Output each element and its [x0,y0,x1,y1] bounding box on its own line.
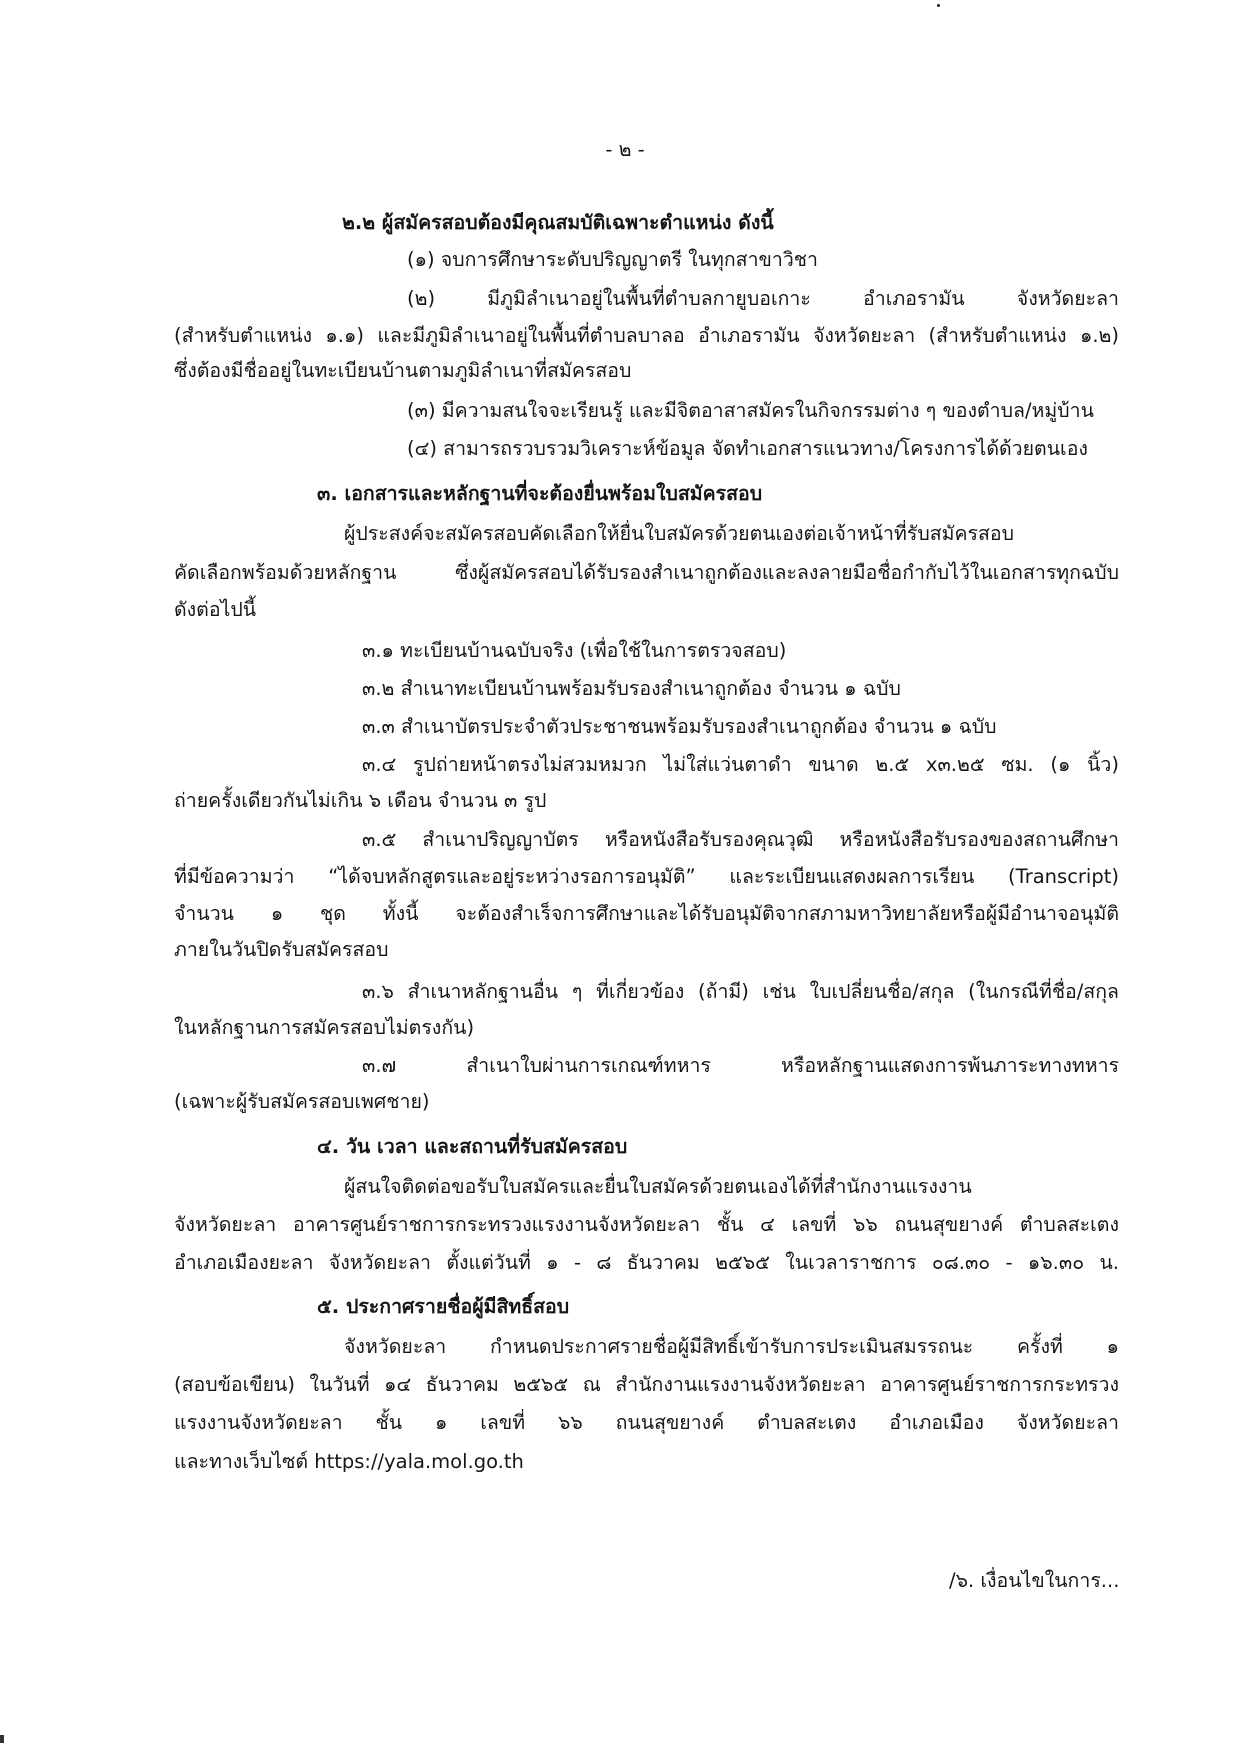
announcement-line-1: จังหวัดยะลา กำหนดประกาศรายชื่อผู้มีสิทธิ์เข้ารับการประเมินสมรรถนะ ครั้งที่ ๑ [344,1335,1119,1358]
qualification-item-2-continued: (สำหรับตำแหน่ง ๑.๑) และมีภูมิลำเนาอยู่ในพื้นที่ตำบลบาลอ อำเภอรามัน จังหวัดยะลา (สำหรับตำแหน่ง ๑.๒) [174,324,1119,347]
documents-intro-line-2: คัดเลือกพร้อมด้วยหลักฐาน ซึ่งผู้สมัครสอบได้รับรองสำเนาถูกต้องและลงลายมือชื่อกำกับไว้ในเอกสารทุกฉบับ [174,561,1119,584]
qualification-item-3: (๓) มีความสนใจจะเรียนรู้ และมีจิตอาสาสมัครในกิจกรรมต่าง ๆ ของตำบล/หมู่บ้าน [407,399,1094,422]
document-item-3-7: ๓.๗ สำเนาใบผ่านการเกณฑ์ทหาร หรือหลักฐานแสดงการพ้นภาระทางทหาร [362,1054,1119,1077]
continuation-note: /๖. เงื่อนไขในการ... [949,1569,1120,1592]
application-line-3: อำเภอเมืองยะลา จังหวัดยะลา ตั้งแต่วันที่ ๑ - ๘ ธันวาคม ๒๕๖๕ ในเวลาราชการ ๐๘.๓๐ - ๑๖.๓๐ น. [174,1251,1119,1274]
application-heading: ๔. วัน เวลา และสถานที่รับสมัครสอบ [317,1135,628,1158]
document-item-3-6: ๓.๖ สำเนาหลักฐานอื่น ๆ ที่เกี่ยวข้อง (ถ้ามี) เช่น ใบเปลี่ยนชื่อ/สกุล (ในกรณีที่ชื่อ/สกุล [362,980,1119,1003]
page-number: - ๒ - [605,138,645,161]
document-item-3-3: ๓.๓ สำเนาบัตรประจำตัวประชาชนพร้อมรับรองสำเนาถูกต้อง จำนวน ๑ ฉบับ [362,715,997,738]
qualification-item-1: (๑) จบการศึกษาระดับปริญญาตรี ในทุกสาขาวิชา [407,248,818,271]
qualification-item-4: (๔) สามารถรวบรวมวิเคราะห์ข้อมูล จัดทำเอกสารแนวทาง/โครงการได้ด้วยตนเอง [407,437,1088,460]
qualifications-heading: ๒.๒ ผู้สมัครสอบต้องมีคุณสมบัติเฉพาะตำแหน่ง ดังนี้ [342,211,774,234]
document-item-3-5-line-4: ภายในวันปิดรับสมัครสอบ [174,938,389,961]
announcement-line-4: และทางเว็บไซต์ https://yala.mol.go.th [174,1450,524,1473]
document-item-3-5: ๓.๕ สำเนาปริญญาบัตร หรือหนังสือรับรองคุณวุฒิ หรือหนังสือรับรองของสถานศึกษา [362,828,1119,851]
documents-intro-line-3: ดังต่อไปนี้ [174,598,257,621]
documents-intro-line-1: ผู้ประสงค์จะสมัครสอบคัดเลือกให้ยื่นใบสมัครด้วยตนเองต่อเจ้าหน้าที่รับสมัครสอบ [344,522,1014,545]
document-item-3-2: ๓.๒ สำเนาทะเบียนบ้านพร้อมรับรองสำเนาถูกต้อง จำนวน ๑ ฉบับ [362,677,901,700]
application-line-2: จังหวัดยะลา อาคารศูนย์ราชการกระทรวงแรงงานจังหวัดยะลา ชั้น ๔ เลขที่ ๖๖ ถนนสุขยางค์ ตำบลสะเตง [174,1213,1119,1236]
announcement-line-3: แรงงานจังหวัดยะลา ชั้น ๑ เลขที่ ๖๖ ถนนสุขยางค์ ตำบลสะเตง อำเภอเมือง จังหวัดยะลา [174,1411,1119,1434]
documents-heading: ๓. เอกสารและหลักฐานที่จะต้องยื่นพร้อมใบสมัครสอบ [317,482,763,505]
qualification-item-2-end: ซึ่งต้องมีชื่ออยู่ในทะเบียนบ้านตามภูมิลำเนาที่สมัครสอบ [174,359,632,382]
scan-dot [937,4,940,7]
document-item-3-1: ๓.๑ ทะเบียนบ้านฉบับจริง (เพื่อใช้ในการตรวจสอบ) [362,639,787,662]
document-item-3-4-continued: ถ่ายครั้งเดียวกันไม่เกิน ๖ เดือน จำนวน ๓ รูป [174,789,547,812]
application-line-1: ผู้สนใจติดต่อขอรับใบสมัครและยื่นใบสมัครด้วยตนเองได้ที่สำนักงานแรงงาน [344,1175,972,1198]
document-item-3-5-line-3: จำนวน ๑ ชุด ทั้งนี้ จะต้องสำเร็จการศึกษาและได้รับอนุมัติจากสภามหาวิทยาลัยหรือผู้มีอำนาจอนุมัติ [174,902,1119,925]
announcement-heading: ๕. ประกาศรายชื่อผู้มีสิทธิ์สอบ [317,1295,570,1318]
qualification-item-2: (๒) มีภูมิลำเนาอยู่ในพื้นที่ตำบลกายูบอเกาะ อำเภอรามัน จังหวัดยะลา [407,287,1119,310]
document-item-3-4: ๓.๔ รูปถ่ายหน้าตรงไม่สวมหมวก ไม่ใส่แว่นตาดำ ขนาด ๒.๕ x๓.๒๕ ซม. (๑ นิ้ว) [362,753,1119,776]
document-item-3-6-continued: ในหลักฐานการสมัครสอบไม่ตรงกัน) [174,1016,475,1039]
announcement-line-2: (สอบข้อเขียน) ในวันที่ ๑๔ ธันวาคม ๒๕๖๕ ณ สำนักงานแรงงานจังหวัดยะลา อาคารศูนย์ราชการกระทรวง [174,1373,1119,1396]
scan-edge-mark [0,1735,4,1743]
document-item-3-7-continued: (เฉพาะผู้รับสมัครสอบเพศชาย) [174,1090,430,1113]
document-item-3-5-line-2: ที่มีข้อความว่า “ได้จบหลักสูตรและอยู่ระหว่างรอการอนุมัติ” และระเบียนแสดงผลการเรียน (Transcript) [174,865,1119,888]
